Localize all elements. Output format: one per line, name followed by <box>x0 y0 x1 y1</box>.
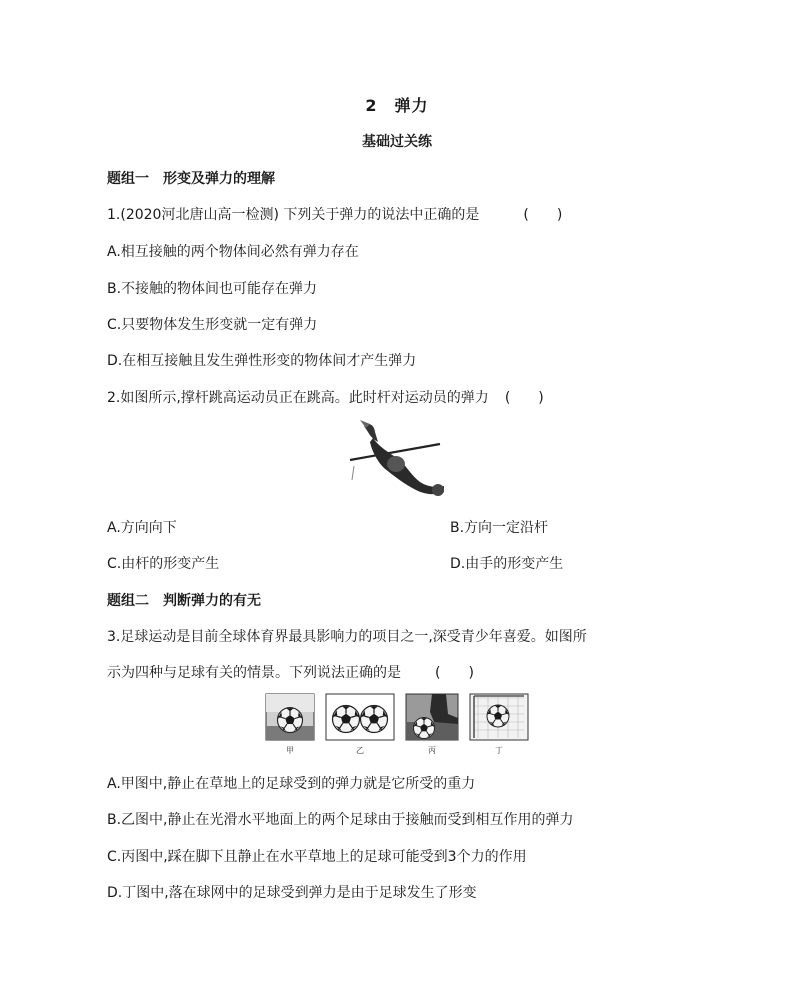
question-3-text: 示为四种与足球有关的情景。下列说法正确的是 <box>107 665 401 681</box>
page-title: 2 弹力 <box>365 96 429 115</box>
question-2-option-b: B.方向一定沿杆 <box>450 520 549 536</box>
figure-label-jia: 甲 <box>286 746 294 755</box>
question-3-option-a: A.甲图中,静止在草地上的足球受到的弹力就是它所受的重力 <box>107 776 476 792</box>
question-3-stem-line-1: 3.足球运动是目前全球体育界最具影响力的项目之一,深受青少年喜爱。如图所 <box>107 629 587 645</box>
question-1-option-a: A.相互接触的两个物体间必然有弹力存在 <box>107 244 359 260</box>
question-2-option-d: D.由手的形变产生 <box>450 556 564 572</box>
figure-label-bing: 丙 <box>428 746 436 755</box>
question-1-option-d: D.在相互接触且发生弹性形变的物体间才产生弹力 <box>107 353 417 369</box>
pole-shadow <box>352 466 354 480</box>
question-2-answer-paren: ( ) <box>504 390 544 406</box>
question-1-answer-paren: ( ) <box>523 207 563 223</box>
pole-vault-athlete-illustration <box>350 420 444 496</box>
question-1-text: 1.(2020河北唐山高一检测) 下列关于弹力的说法中正确的是 <box>107 207 480 223</box>
soccer-scenes-figure <box>262 692 532 758</box>
athlete-head <box>432 484 444 496</box>
question-1-option-b: B.不接触的物体间也可能存在弹力 <box>107 281 318 297</box>
question-1-option-c: C.只要物体发生形变就一定有弹力 <box>107 317 318 333</box>
scene-yi-two-balls-touching <box>326 694 394 740</box>
question-3-answer-paren: ( ) <box>435 665 474 681</box>
section-subtitle: 基础过关练 <box>362 134 432 150</box>
figure-label-ding: 丁 <box>495 746 503 755</box>
question-2-text: 2.如图所示,撑杆跳高运动员正在跳高。此时杆对运动员的弹力 <box>107 390 489 406</box>
scene-bing-ball-under-foot <box>406 694 458 740</box>
question-3-option-c: C.丙图中,踩在脚下且静止在水平草地上的足球可能受到3个力的作用 <box>107 849 527 865</box>
question-3-stem-line-2 <box>107 662 474 682</box>
athlete-torso <box>387 456 405 472</box>
pole-vault-figure <box>348 420 448 502</box>
question-3-option-d: D.丁图中,落在球网中的足球受到弹力是由于足球发生了形变 <box>107 885 477 901</box>
question-1-stem <box>107 204 562 224</box>
athlete-body <box>370 438 444 494</box>
scene-ding-ball-in-net <box>470 694 528 740</box>
group-heading-1: 题组一 形变及弹力的理解 <box>107 171 275 187</box>
scene-jia-ball-on-grass <box>266 694 314 740</box>
figure-label-yi: 乙 <box>356 746 364 755</box>
question-3-option-b: B.乙图中,静止在光滑水平地面上的两个足球由于接触而受到相互作用的弹力 <box>107 812 574 828</box>
question-2-option-c: C.由杆的形变产生 <box>107 556 220 572</box>
question-2-stem <box>107 387 544 407</box>
question-2-option-a: A.方向向下 <box>107 520 177 536</box>
group-heading-2: 题组二 判断弹力的有无 <box>107 593 261 609</box>
